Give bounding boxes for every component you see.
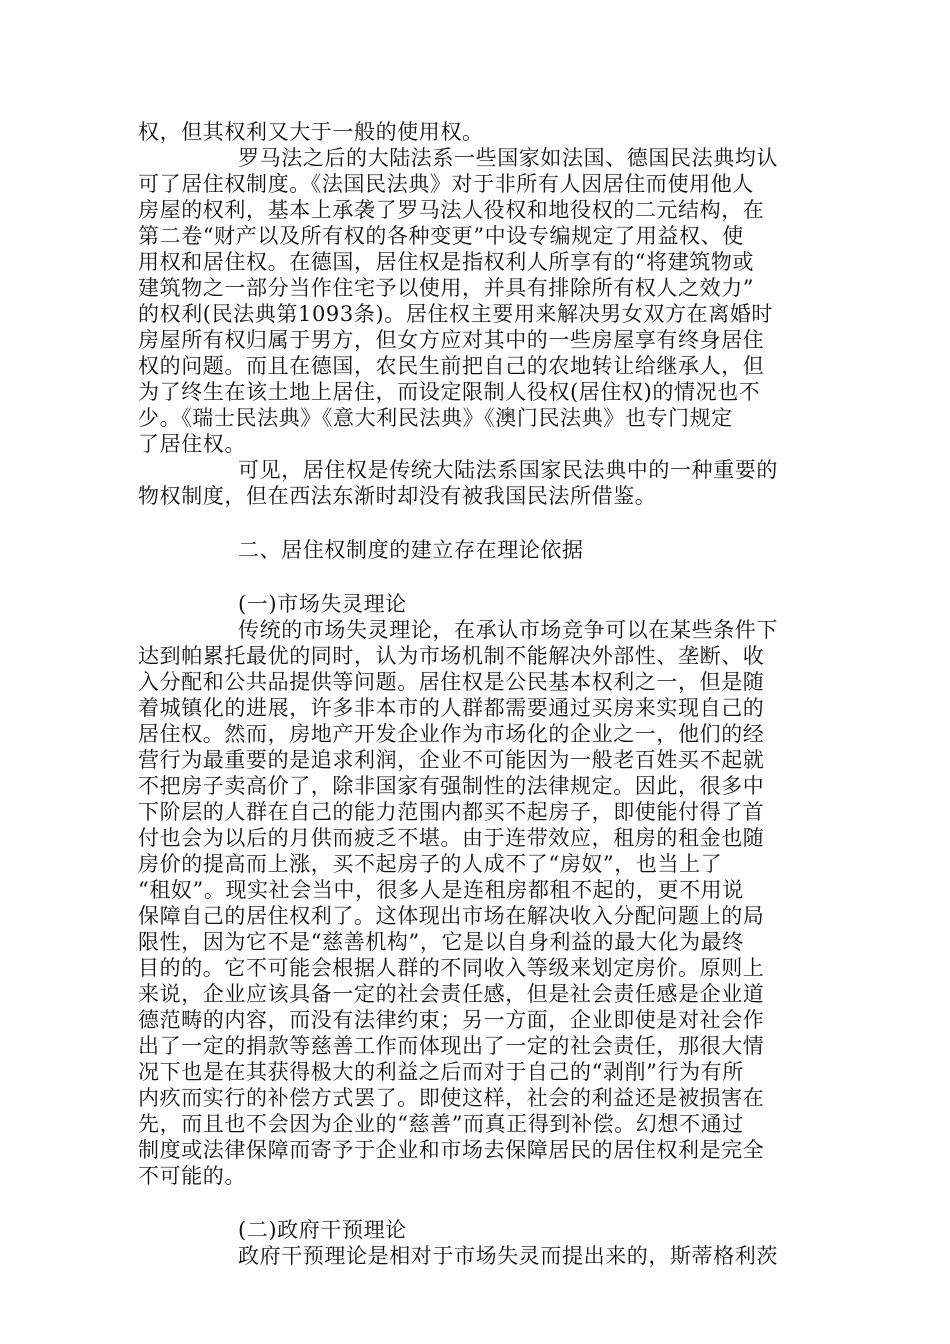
body-text-line: 入分配和公共品提供等问题。居住权是公民基本权利之一，但是随 xyxy=(138,670,765,694)
document-page xyxy=(138,119,818,1269)
body-text-line: 来说，企业应该具备一定的社会责任感，但是社会责任感是企业道 xyxy=(138,982,765,1006)
body-text-line: 不可能的。 xyxy=(138,1164,246,1188)
body-text-line: 的权利(民法典第1093条)。居住权主要用来解决男女双方在离婚时 xyxy=(138,302,774,326)
body-text-line: 着城镇化的进展，许多非本市的人群都需要通过买房来实现自己的 xyxy=(138,696,765,720)
body-text-line: 下阶层的人群在自己的能力范围内都买不起房子，即使能付得了首 xyxy=(138,800,765,824)
body-text-line: 内疚而实行的补偿方式罢了。即使这样，社会的利益还是被损害在 xyxy=(138,1086,765,1110)
body-text-line: 达到帕累托最优的同时，认为市场机制不能解决外部性、垄断、收 xyxy=(138,644,765,668)
body-text-line: 出了一定的捐款等慈善工作而体现出了一定的社会责任，那很大情 xyxy=(138,1034,765,1058)
body-text-line: “租奴”。现实社会当中，很多人是连租房都租不起的，更不用说 xyxy=(138,878,744,902)
body-text-line: 房价的提高而上涨，买不起房子的人成不了“房奴”，也当上了 xyxy=(138,852,723,876)
body-text-line: 营行为最重要的是追求利润，企业不可能因为一般老百姓买不起就 xyxy=(138,748,765,772)
body-text-line: 制度或法律保障而寄予于企业和市场去保障居民的居住权利是完全 xyxy=(138,1138,765,1162)
body-text-line: 不把房子卖高价了，除非国家有强制性的法律规定。因此，很多中 xyxy=(138,774,765,798)
section-heading: 二、居住权制度的建立存在理论依据 xyxy=(238,538,584,562)
subsection-heading: (二)政府干预理论 xyxy=(238,1218,407,1242)
body-text-line: 用权和居住权。在德国，居住权是指权利人所享有的“将建筑物或 xyxy=(138,250,755,274)
paragraph-start-line: 传统的市场失灵理论，在承认市场竞争可以在某些条件下 xyxy=(238,618,778,642)
body-text-line: 付也会为以后的月供而疲乏不堪。由于连带效应，租房的租金也随 xyxy=(138,826,765,850)
body-text-line: 房屋所有权归属于男方，但女方应对其中的一些房屋享有终身居住 xyxy=(138,328,765,352)
body-text-line: 德范畴的内容，而没有法律约束；另一方面，企业即使是对社会作 xyxy=(138,1008,765,1032)
body-text-line: 物权制度，但在西法东渐时却没有被我国民法所借鉴。 xyxy=(138,484,657,508)
body-text-line: 第二卷“财产以及所有权的各种变更”中设专编规定了用益权、使 xyxy=(138,224,744,248)
body-text-line: 保障自己的居住权利了。这体现出市场在解决收入分配问题上的局 xyxy=(138,904,765,928)
paragraph-start-line: 可见，居住权是传统大陆法系国家民法典中的一种重要的 xyxy=(238,458,778,482)
body-text-line: 先，而且也不会因为企业的“慈善”而真正得到补偿。幻想不通过 xyxy=(138,1112,744,1136)
paragraph-start-line: 罗马法之后的大陆法系一些国家如法国、德国民法典均认 xyxy=(238,146,778,170)
body-text-line: 为了终生在该土地上居住，而设定限制人役权(居住权)的情况也不 xyxy=(138,380,761,404)
body-text-line: 了居住权。 xyxy=(138,432,246,456)
body-text-line: 少。《瑞士民法典》《意大利民法典》《澳门民法典》也专门规定 xyxy=(138,406,733,430)
body-text-line: 权的问题。而且在德国，农民生前把自己的农地转让给继承人，但 xyxy=(138,354,765,378)
body-text-line: 建筑物之一部分当作住宅予以使用，并具有排除所有权人之效力” xyxy=(138,276,755,300)
body-text-line: 房屋的权利，基本上承袭了罗马法人役权和地役权的二元结构，在 xyxy=(138,198,765,222)
paragraph-start-line: 政府干预理论是相对于市场失灵而提出来的，斯蒂格利茨 xyxy=(238,1244,778,1268)
subsection-heading: (一)市场失灵理论 xyxy=(238,592,407,616)
body-text-line: 居住权。然而，房地产开发企业作为市场化的企业之一，他们的经 xyxy=(138,722,765,746)
body-text-line: 可了居住权制度。《法国民法典》对于非所有人因居住而使用他人 xyxy=(138,172,754,196)
body-text-line: 权，但其权利又大于一般的使用权。 xyxy=(138,120,484,144)
body-text-line: 目的的。它不可能会根据人群的不同收入等级来划定房价。原则上 xyxy=(138,956,765,980)
body-text-line: 况下也是在其获得极大的利益之后而对于自己的“剥削”行为有所 xyxy=(138,1060,744,1084)
body-text-line: 限性，因为它不是“慈善机构”，它是以自身利益的最大化为最终 xyxy=(138,930,744,954)
